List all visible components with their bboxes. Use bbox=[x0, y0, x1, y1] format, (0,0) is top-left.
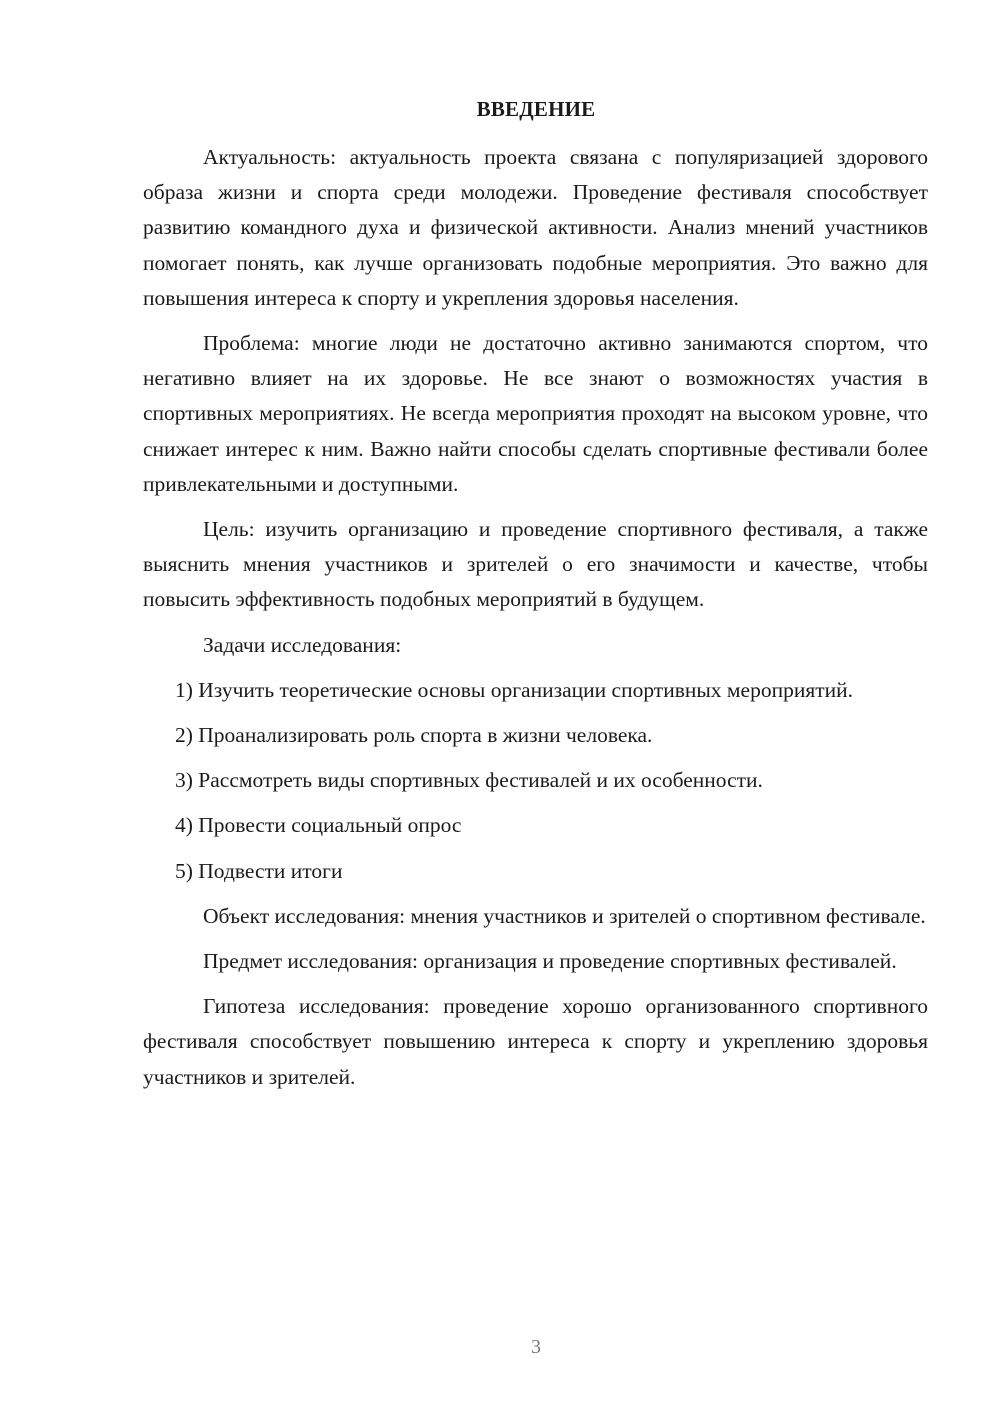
paragraph-hypothesis: Гипотеза исследования: проведение хорошо организованного спортивного фестиваля способствует повышению интереса к спорту и укреплению здоровья участников и зрителей. bbox=[143, 994, 928, 1089]
document-body bbox=[143, 140, 928, 1105]
task-item-1: 1) Изучить теоретические основы организации спортивных мероприятий. bbox=[175, 677, 854, 702]
task-item-5: 5) Подвести итоги bbox=[175, 858, 343, 883]
paragraph-relevance: Актуальность: актуальность проекта связана с популяризацией здорового образа жизни и спорта среди молодежи. Проведение фестиваля способствует развитию командного духа и физической активности. Анализ мнений участников помогает понять, как лучше организовать подобные мероприятия. Это важно для повышения интереса к спорту и укрепления здоровья населения. bbox=[143, 145, 928, 310]
task-item-3: 3) Рассмотреть виды спортивных фестивалей и их особенности. bbox=[175, 768, 763, 793]
paragraph-object: Объект исследования: мнения участников и зрителей о спортивном фестивале. bbox=[203, 903, 926, 928]
paragraph-tasks-heading: Задачи исследования: bbox=[203, 632, 402, 657]
paragraph-problem: Проблема: многие люди не достаточно активно занимаются спортом, что негативно влияет на их здоровье. Не все знают о возможностях участия в спортивных мероприятиях. Не всегда мероприятия проходят на высоком уровне, что снижает интерес к ним. Важно найти способы сделать спортивные фестивали более привлекательными и доступными. bbox=[143, 331, 928, 496]
paragraph-goal: Цель: изучить организацию и проведение спортивного фестиваля, а также выяснить мнения участников и зрителей о его значимости и качестве, чтобы повысить эффективность подобных мероприятий в будущем. bbox=[143, 517, 928, 612]
task-item-2: 2) Проанализировать роль спорта в жизни человека. bbox=[175, 723, 653, 748]
task-item-4: 4) Провести социальный опрос bbox=[175, 813, 462, 838]
page-number: 3 bbox=[531, 1336, 541, 1358]
paragraph-subject: Предмет исследования: организация и проведение спортивных фестивалей. bbox=[203, 949, 897, 974]
page-title: ВВЕДЕНИЕ bbox=[476, 97, 596, 121]
